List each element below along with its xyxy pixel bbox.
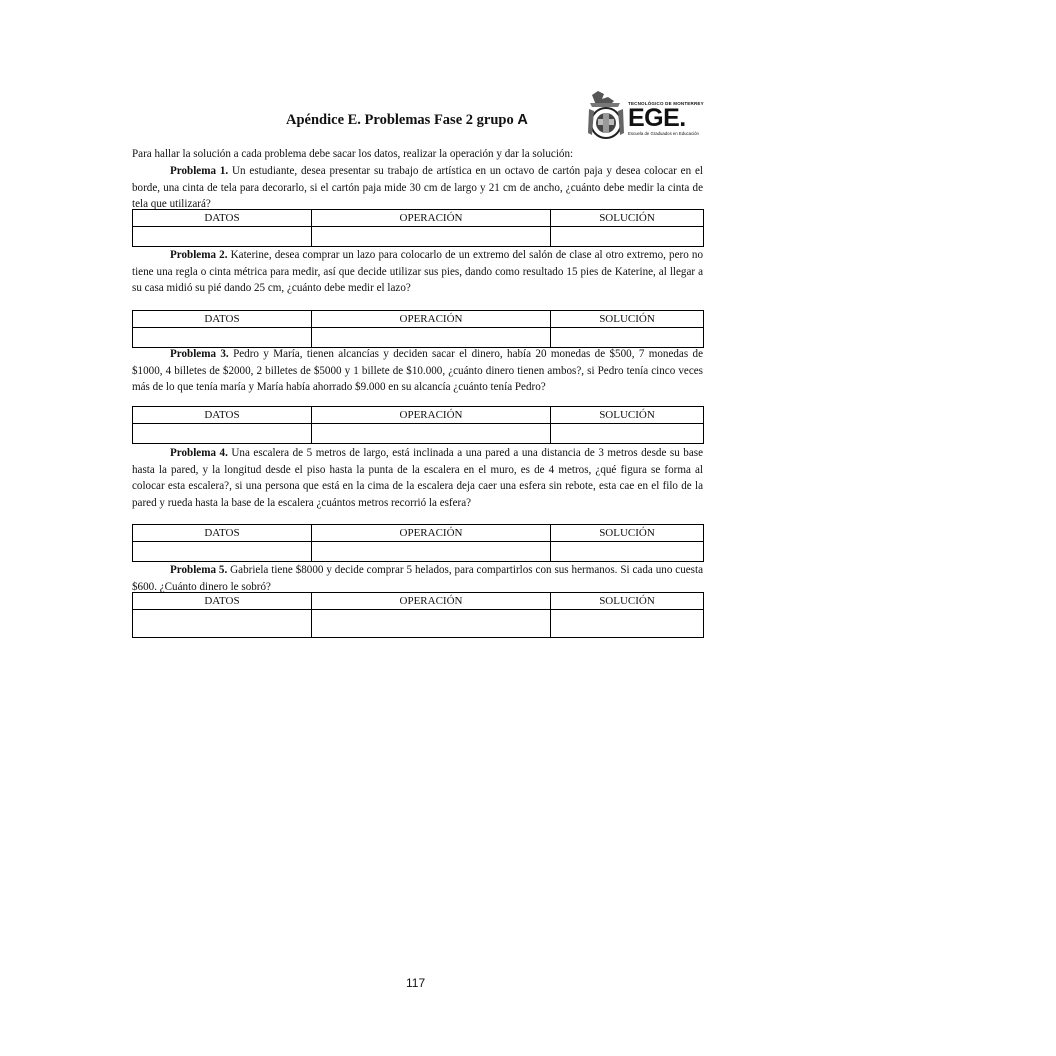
- header-operacion: OPERACIÓN: [312, 311, 551, 328]
- answer-table-1: [132, 209, 704, 247]
- datos-cell[interactable]: [133, 542, 312, 562]
- operacion-cell[interactable]: [312, 424, 551, 444]
- problem-5-label: Problema 5.: [170, 564, 228, 576]
- logo-institution: TECNOLÓGICO DE MONTERREY: [628, 101, 704, 106]
- page-number: 117: [406, 976, 426, 990]
- solucion-cell[interactable]: [551, 424, 704, 444]
- datos-cell[interactable]: [133, 610, 312, 638]
- operacion-cell[interactable]: [312, 542, 551, 562]
- problem-4-label: Problema 4.: [170, 447, 228, 459]
- problem-2: [132, 247, 703, 297]
- problem-2-text: Katerine, desea comprar un lazo para colocarlo de un extremo del salón de clase al otro extremo, pero no tiene una regla o cinta métrica para medir, así que decide utilizar sus pies, dando como resultado 15 pies de Katerine, al llegar a su casa midió su pié dando 25 cm, ¿cuánto debe medir el lazo?: [132, 249, 704, 295]
- header-datos: DATOS: [133, 593, 312, 610]
- header-operacion: OPERACIÓN: [312, 593, 551, 610]
- problem-3-text: Pedro y María, tienen alcancías y deciden sacar el dinero, había 20 monedas de $500, 7 monedas de $1000, 4 billetes de $2000, 2 billetes de $5000 y 1 billete de $10.000, ¿cuánto dinero tienen ambos?, si Pedro tenía cinco veces más de lo que tenía maría y María había ahorrado $9.000 en su alcancía ¿cuánto tenía Pedro?: [132, 348, 703, 394]
- header-solucion: SOLUCIÓN: [551, 210, 704, 227]
- header-datos: DATOS: [133, 407, 312, 424]
- intro-text: Para hallar la solución a cada problema debe sacar los datos, realizar la operación y dar la solución:: [132, 148, 574, 160]
- header-solucion: SOLUCIÓN: [551, 593, 704, 610]
- problem-1: [132, 163, 703, 213]
- logo-brand-mark: .: [679, 104, 686, 132]
- problem-3-label: Problema 3.: [170, 348, 229, 360]
- datos-cell[interactable]: [133, 328, 312, 348]
- answer-table-2: [132, 310, 704, 348]
- datos-cell[interactable]: [133, 424, 312, 444]
- title-suffix: A: [517, 112, 528, 128]
- problem-4-text: Una escalera de 5 metros de largo, está inclinada a una pared a una distancia de 3 metros desde su base hasta la pared, y la longitud desde el piso hasta la punta de la escalera en el muro, es de 4 metros, ¿qué figura se forma al colocar esta escalera?, si una persona que está en la cima de la escalera deja caer una esfera sin rebote, esta cae en el filo de la pared y rueda hasta la base de la escalera ¿cuántos metros recorrió la esfera?: [132, 447, 703, 509]
- problem-5: [132, 562, 703, 595]
- problem-4: [132, 445, 703, 511]
- operacion-cell[interactable]: [312, 227, 551, 247]
- header-operacion: OPERACIÓN: [312, 525, 551, 542]
- monterrey-emblem-icon: [586, 89, 626, 141]
- answer-table-4: [132, 524, 704, 562]
- answer-table-5: [132, 592, 704, 638]
- operacion-cell[interactable]: [312, 610, 551, 638]
- problem-2-label: Problema 2.: [170, 249, 228, 261]
- header-solucion: SOLUCIÓN: [551, 407, 704, 424]
- solucion-cell[interactable]: [551, 610, 704, 638]
- header-solucion: SOLUCIÓN: [551, 525, 704, 542]
- datos-cell[interactable]: [133, 227, 312, 247]
- header-datos: DATOS: [133, 525, 312, 542]
- logo-subtitle: Escuela de Graduados en Educación: [628, 131, 699, 136]
- title-text: Apéndice E. Problemas Fase 2 grupo: [286, 112, 514, 128]
- logo-brand-text: EGE: [628, 104, 680, 132]
- problem-5-text: Gabriela tiene $8000 y decide comprar 5 helados, para compartirlos con sus hermanos. Si cada uno cuesta $600. ¿Cuánto dinero le sobró?: [132, 564, 703, 593]
- operacion-cell[interactable]: [312, 328, 551, 348]
- header-operacion: OPERACIÓN: [312, 407, 551, 424]
- solucion-cell[interactable]: [551, 227, 704, 247]
- ege-logo: [586, 89, 706, 141]
- solucion-cell[interactable]: [551, 542, 704, 562]
- problem-3: [132, 346, 703, 396]
- problem-1-text: Un estudiante, desea presentar su trabajo de artística en un octavo de cartón paja y desea colocar en el borde, una cinta de tela para decorarlo, si el cartón paja mide 30 cm de largo y 21 cm de ancho, ¿cuánto debe medir la cinta de tela que utilizará?: [132, 165, 703, 211]
- logo-brand: [628, 106, 686, 131]
- problem-1-label: Problema 1.: [170, 165, 229, 177]
- header-solucion: SOLUCIÓN: [551, 311, 704, 328]
- header-operacion: OPERACIÓN: [312, 210, 551, 227]
- answer-table-3: [132, 406, 704, 444]
- page-title: [286, 112, 528, 129]
- solucion-cell[interactable]: [551, 328, 704, 348]
- header-datos: DATOS: [133, 210, 312, 227]
- header-datos: DATOS: [133, 311, 312, 328]
